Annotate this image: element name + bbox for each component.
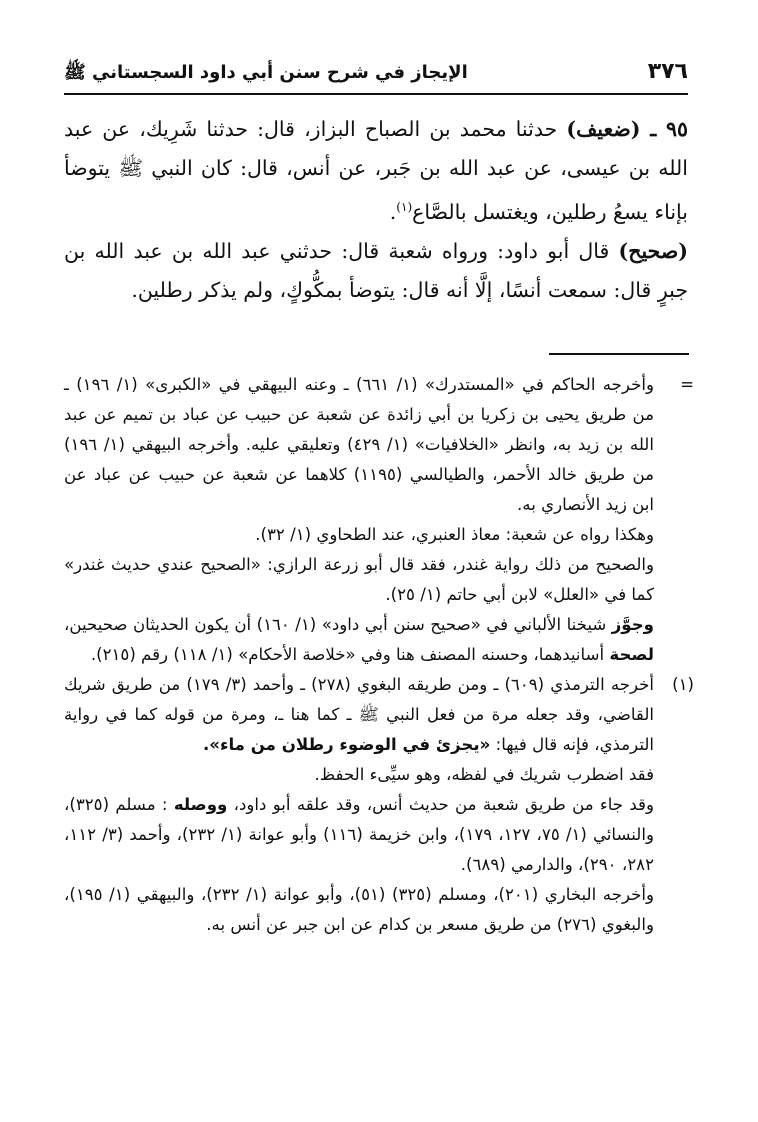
footnote-continued bbox=[64, 370, 694, 670]
footnote-paragraph: وأخرجه البخاري (٢٠١)، ومسلم (٣٢٥) (٥١)، وأبو عوانة (١/ ٢٣٢)، والبيهقي (١/ ١٩٥)، والبغوي (٢٧٦) من طريق مسعر بن كدام عن ابن جبر عن أنس به. bbox=[64, 885, 654, 934]
continuation-mark: = bbox=[680, 375, 694, 394]
bold-term: ووصله bbox=[173, 795, 228, 814]
footnote-divider bbox=[549, 353, 689, 355]
footnote-text: أخرجه الترمذي (٦٠٩) ـ ومن طريقه البغوي (٢٧٨) ـ وأحمد (٣/ ١٧٩) من طريق شريك القاضي، وقد جعله مرة من فعل النبي ﷺ ـ كما هنا ـ، ومرة من قوله كما في رواية الترمذي، فإنه قال فيها: bbox=[64, 675, 654, 754]
book-title: الإيجاز في شرح سنن أبي داود السجستاني ﷺ bbox=[64, 62, 468, 83]
abu-dawud-note bbox=[64, 232, 688, 310]
footnote-ref: (١) bbox=[396, 200, 413, 214]
bold-term: وجوَّز bbox=[611, 615, 654, 634]
footnote-paragraph bbox=[64, 670, 654, 760]
footnote-paragraph: والصحيح من ذلك رواية غندر، فقد قال أبو زرعة الرازي: «الصحيح عندي حديث غندر» كما في «العلل» لابن أبي حاتم (١/ ٢٥). bbox=[64, 555, 654, 604]
footnote-number: (١) bbox=[672, 675, 694, 694]
bold-quote: «يجزئ في الوضوء رطلان من ماء». bbox=[202, 735, 491, 754]
footnote-paragraph bbox=[64, 790, 654, 880]
footnote-text: : مسلم (٣٢٥)، والنسائي (١/ ٧٥، ١٢٧، ١٧٩)، وابن خزيمة (١١٦) وأبو عوانة (١/ ٢٣٢)، وأحمد (٣/ ١١٢، ٢٨٢، ٢٩٠)، والدارمي (٦٨٩). bbox=[64, 795, 654, 874]
running-header bbox=[64, 55, 688, 93]
grade-label: (صحيح) bbox=[618, 238, 688, 263]
hadith-95 bbox=[64, 110, 688, 232]
footnote-paragraph bbox=[64, 610, 654, 670]
footnote-paragraph: وأخرجه الحاكم في «المستدرك» (١/ ٦٦١) ـ وعنه البيهقي في «الكبرى» (١/ ١٩٦) ـ من طريق يحيى بن زكريا بن أبي زائدة عن شعبة عن حبيب عن عباد بن تميم عن عبد الله بن زيد به، وانظر «الخلافيات» (١/ ٤٢٩) وتعليقي عليه. وأخرجه البيهقي (١/ ١٩٦) من طريق خالد الأحمر، والطيالسي (١١٩٥) كلاهما عن شعبة عن حبيب عن عباد عن ابن زيد الأنصاري به. bbox=[64, 375, 654, 514]
footnotes bbox=[64, 370, 694, 940]
header-divider bbox=[64, 93, 688, 95]
bold-term: لصحة bbox=[609, 645, 654, 664]
hadith-number-grade: ٩٥ ـ (ضعيف) bbox=[566, 117, 688, 141]
footnote-text: وقد جاء من طريق شعبة من حديث أنس، وقد علقه أبو داود، bbox=[233, 795, 654, 814]
page-number: ٣٧٦ bbox=[647, 59, 688, 84]
hadith-body: حدثنا محمد بن الصباح البزاز، قال: حدثنا شَرِيك، عن عبد الله بن عيسى، عن عبد الله بن جَبر، عن أنس، قال: كان النبي ﷺ يتوضأ بإناء يسعُ رطلين، ويغتسل بالصَّاع bbox=[64, 117, 688, 224]
footnote-paragraph: وهكذا رواه عن شعبة: معاذ العنبري، عند الطحاوي (١/ ٣٢). bbox=[255, 525, 654, 544]
footnote-paragraph: فقد اضطرب شريك في لفظه، وهو سيِّىء الحفظ. bbox=[314, 765, 654, 784]
main-text bbox=[64, 110, 688, 310]
footnote-1 bbox=[64, 670, 694, 940]
abu-dawud-text: قال أبو داود: ورواه شعبة قال: حدثني عبد الله بن عبد الله بن جبرٍ قال: سمعت أنسًا، إلَّا أنه قال: يتوضأ بمكُّوكٍ، ولم يذكر رطلين. bbox=[64, 238, 688, 302]
hadith-end: . bbox=[389, 199, 397, 224]
footnote-text: شيخنا الألباني في «صحيح سنن أبي داود» (١/ ١٦٠) أن يكون الحديثان صحيحين، bbox=[64, 615, 607, 634]
footnote-text: أسانيدهما، وحسنه المصنف هنا وفي «خلاصة الأحكام» (١/ ١١٨) رقم (٢١٥). bbox=[90, 645, 605, 664]
